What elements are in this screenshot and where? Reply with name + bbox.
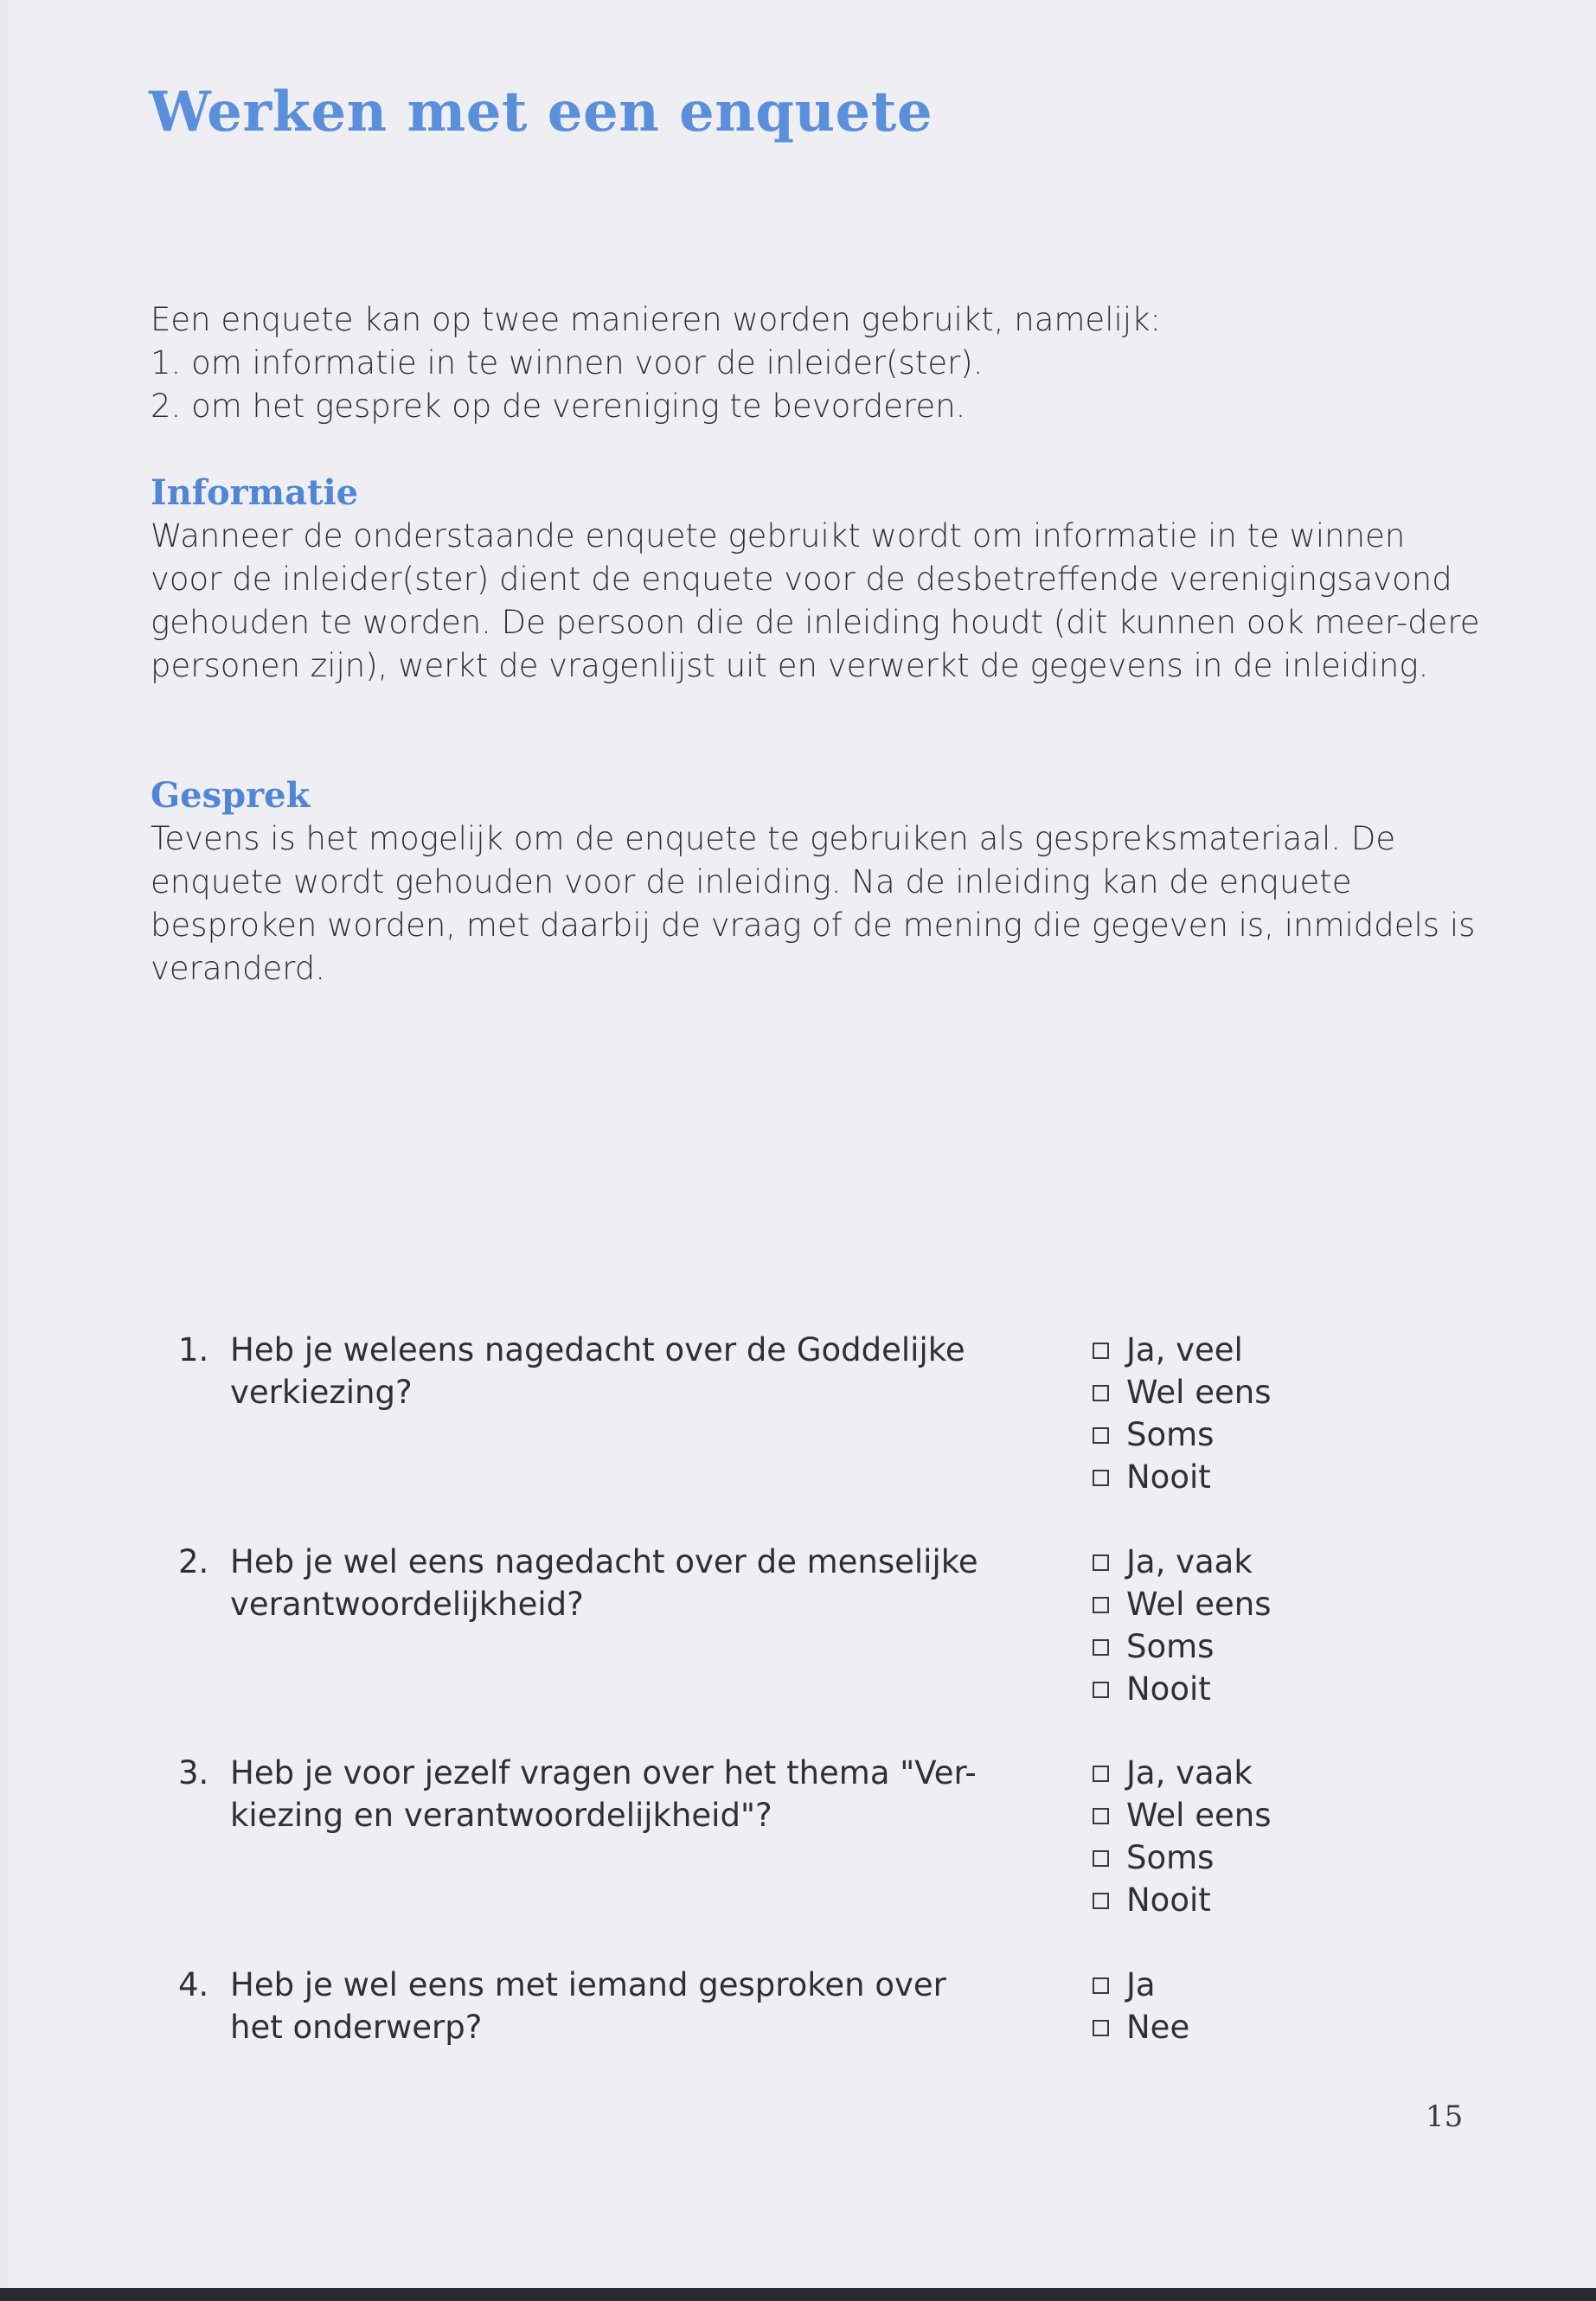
answer-option[interactable] bbox=[1093, 1879, 1271, 1921]
option-label: Ja, veel bbox=[1126, 1331, 1243, 1368]
checkbox-icon[interactable] bbox=[1093, 1343, 1109, 1359]
survey-question-3 bbox=[178, 1752, 1433, 1942]
question-text: Heb je wel eens nagedacht over de menselijke verantwoordelijkheid? bbox=[230, 1543, 978, 1623]
section-gesprek bbox=[151, 774, 1483, 990]
answer-option[interactable] bbox=[1093, 1752, 1271, 1794]
answer-option[interactable] bbox=[1093, 1329, 1271, 1371]
checkbox-icon[interactable] bbox=[1093, 1639, 1109, 1656]
option-label: Soms bbox=[1126, 1839, 1215, 1876]
intro-list-item: 2. om het gesprek op de vereniging te bevorderen. bbox=[151, 388, 966, 425]
question-number: 1. bbox=[178, 1331, 209, 1368]
checkbox-icon[interactable] bbox=[1093, 1554, 1109, 1571]
option-label: Wel eens bbox=[1126, 1586, 1272, 1623]
answer-option[interactable] bbox=[1093, 1541, 1271, 1583]
answer-options bbox=[1093, 1752, 1271, 1921]
option-label: Ja, vaak bbox=[1126, 1754, 1253, 1791]
survey-question-1 bbox=[178, 1329, 1433, 1519]
option-label: Wel eens bbox=[1126, 1797, 1272, 1834]
section-heading: Gesprek bbox=[151, 775, 311, 816]
checkbox-icon[interactable] bbox=[1093, 1977, 1109, 1994]
intro-list-item: 1. om informatie in te winnen voor de inleider(ster). bbox=[151, 344, 984, 381]
answer-option[interactable] bbox=[1093, 1625, 1271, 1668]
answer-option[interactable] bbox=[1093, 2006, 1189, 2048]
option-label: Nooit bbox=[1126, 1881, 1211, 1919]
checkbox-icon[interactable] bbox=[1093, 1766, 1109, 1782]
checkbox-icon[interactable] bbox=[1093, 2020, 1109, 2036]
question-text: Heb je weleens nagedacht over de Goddelijke verkiezing? bbox=[230, 1331, 965, 1411]
intro-block bbox=[151, 298, 1483, 428]
question-number: 4. bbox=[178, 1966, 209, 2003]
survey-question-2 bbox=[178, 1541, 1433, 1731]
option-label: Nee bbox=[1126, 2009, 1190, 2046]
page-bottom-edge bbox=[0, 2288, 1596, 2301]
option-label: Nooit bbox=[1126, 1670, 1211, 1708]
section-paragraph: Tevens is het mogelijk om de enquete te gebruiken als gespreksmateriaal. De enquete wordt gehouden voor de inleiding. Na de inleiding kan de enquete besproken worden, met daarbij de vraag of de mening die gegeven is, inmiddels is veranderd. bbox=[151, 820, 1476, 987]
survey-question-4 bbox=[178, 1964, 1433, 2154]
checkbox-icon[interactable] bbox=[1093, 1850, 1109, 1867]
section-informatie bbox=[151, 471, 1483, 688]
answer-options bbox=[1093, 1329, 1271, 1498]
checkbox-icon[interactable] bbox=[1093, 1893, 1109, 1909]
option-label: Ja bbox=[1126, 1966, 1156, 2003]
answer-option[interactable] bbox=[1093, 1794, 1271, 1836]
option-label: Soms bbox=[1126, 1416, 1215, 1453]
intro-line: Een enquete kan op twee manieren worden gebruikt, namelijk: bbox=[151, 301, 1161, 338]
document-page bbox=[9, 0, 1596, 2288]
page-number: 15 bbox=[1426, 2099, 1464, 2134]
option-label: Soms bbox=[1126, 1628, 1215, 1665]
checkbox-icon[interactable] bbox=[1093, 1808, 1109, 1824]
checkbox-icon[interactable] bbox=[1093, 1597, 1109, 1613]
answer-option[interactable] bbox=[1093, 1583, 1271, 1625]
section-heading: Informatie bbox=[151, 472, 359, 513]
answer-option[interactable] bbox=[1093, 1413, 1271, 1456]
answer-option[interactable] bbox=[1093, 1371, 1271, 1413]
question-number: 3. bbox=[178, 1754, 209, 1791]
page-title: Werken met een enquete bbox=[149, 80, 933, 144]
section-paragraph: Wanneer de onderstaande enquete gebruikt wordt om informatie in te winnen voor de inleider(ster) dient de enquete voor de desbetreffende verenigingsavond gehouden te worden. De persoon die de inleiding houdt (dit kunnen ook meer-dere personen zijn), werkt de vragenlijst uit en verwerkt de gegevens in de inleiding. bbox=[151, 517, 1480, 684]
answer-options bbox=[1093, 1964, 1189, 2048]
answer-option[interactable] bbox=[1093, 1836, 1271, 1879]
question-number: 2. bbox=[178, 1543, 209, 1580]
question-text: Heb je wel eens met iemand gesproken over het onderwerp? bbox=[230, 1966, 946, 2046]
option-label: Wel eens bbox=[1126, 1374, 1272, 1411]
checkbox-icon[interactable] bbox=[1093, 1682, 1109, 1698]
checkbox-icon[interactable] bbox=[1093, 1470, 1109, 1486]
answer-option[interactable] bbox=[1093, 1456, 1271, 1498]
answer-option[interactable] bbox=[1093, 1668, 1271, 1710]
question-text: Heb je voor jezelf vragen over het thema "Ver-kiezing en verantwoordelijkheid"? bbox=[230, 1754, 977, 1834]
answer-option[interactable] bbox=[1093, 1964, 1189, 2006]
option-label: Nooit bbox=[1126, 1458, 1211, 1496]
checkbox-icon[interactable] bbox=[1093, 1427, 1109, 1444]
checkbox-icon[interactable] bbox=[1093, 1385, 1109, 1401]
option-label: Ja, vaak bbox=[1126, 1543, 1253, 1580]
answer-options bbox=[1093, 1541, 1271, 1710]
